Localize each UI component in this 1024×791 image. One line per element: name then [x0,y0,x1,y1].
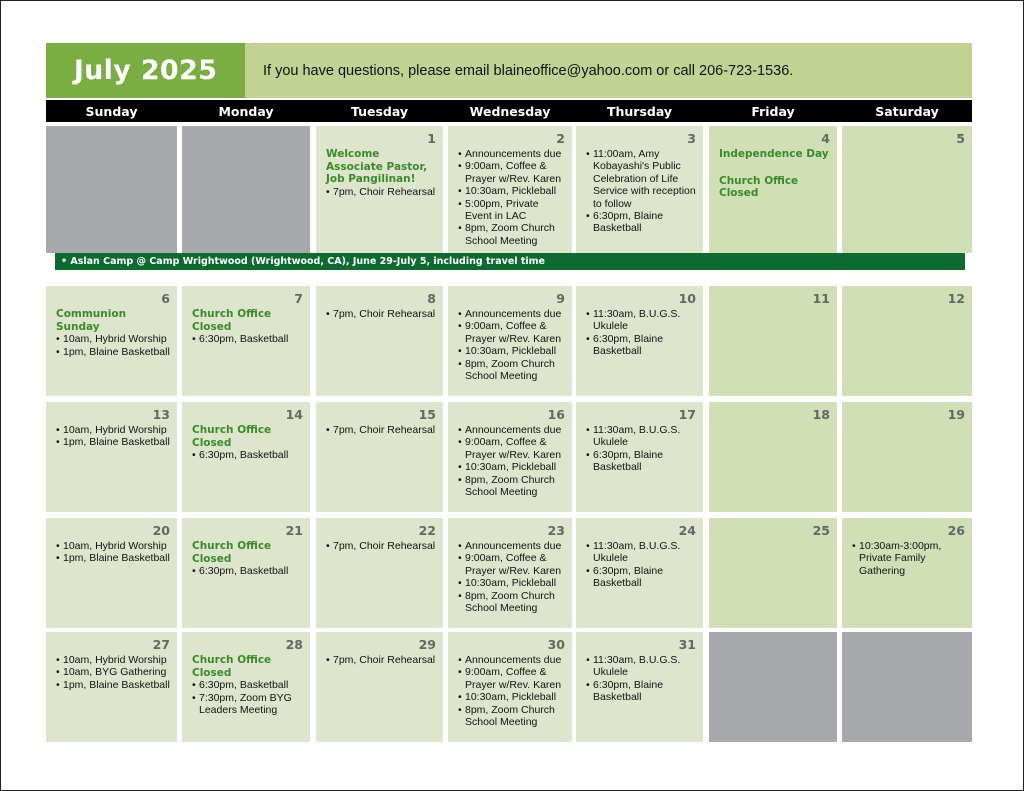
day-events [192,540,304,578]
calendar-day-cell [448,126,572,253]
day-number: 7 [294,291,303,306]
event-item: • 10am, Hybrid Worship [56,540,171,552]
event-item: • Announcements due [458,148,566,160]
calendar-cell-empty [709,632,837,742]
calendar-day-cell [842,518,972,628]
highlight-note: Church Office Closed [192,424,272,449]
day-number: 8 [427,291,436,306]
event-item: • 6:30pm, Blaine Basketball [586,565,697,590]
event-item: • 6:30pm, Basketball [192,333,304,345]
event-item: • 6:30pm, Basketball [192,449,304,461]
event-item: • 8pm, Zoom Church School Meeting [458,474,566,499]
calendar-day-cell [709,126,837,253]
day-number: 23 [547,523,565,538]
highlight-note: Welcome Associate Pastor, Job Pangilinan! [326,148,428,186]
day-events [56,540,171,565]
event-item: • 7pm, Choir Rehearsal [326,540,437,552]
day-events [192,424,304,462]
day-events [586,424,697,474]
calendar-day-cell [448,286,572,396]
event-item: • 8pm, Zoom Church School Meeting [458,222,566,247]
calendar-day-cell [182,518,310,628]
event-item: • 10am, Hybrid Worship [56,333,171,345]
weekday-label-wednesday: Wednesday [469,104,551,119]
calendar-day-cell [316,632,443,742]
event-item: • 10:30am, Pickleball [458,691,566,703]
day-number: 16 [547,407,565,422]
highlight-note: Church Office Closed [192,654,272,679]
day-number: 29 [418,637,436,652]
day-number: 11 [812,291,830,306]
day-number: 24 [678,523,696,538]
calendar-day-cell [46,402,177,512]
highlight-note: Church Office Closed [192,308,272,333]
day-number: 9 [556,291,565,306]
day-number: 21 [285,523,303,538]
calendar-day-cell [842,286,972,396]
event-item: • 10:30am, Pickleball [458,577,566,589]
day-number: 5 [956,131,965,146]
weekday-label-monday: Monday [218,104,274,119]
day-events [586,308,697,358]
calendar-day-cell [576,518,703,628]
day-number: 19 [947,407,965,422]
event-item: • 6:30pm, Basketball [192,565,304,577]
day-events [586,148,697,235]
day-events [458,148,566,247]
event-item: • 6:30pm, Basketball [192,679,304,691]
calendar-day-cell [448,632,572,742]
calendar-day-cell [842,402,972,512]
event-item: • 10am, Hybrid Worship [56,654,171,666]
event-item: • 10am, Hybrid Worship [56,424,171,436]
event-item: • 10:30am, Pickleball [458,345,566,357]
event-item: • 11:30am, B.U.G.S. Ukulele [586,424,697,449]
event-item: • 1pm, Blaine Basketball [56,679,171,691]
calendar-cell-empty [46,126,177,253]
day-events [586,654,697,704]
day-number: 28 [285,637,303,652]
day-number: 20 [152,523,170,538]
day-number: 31 [678,637,696,652]
day-number: 25 [812,523,830,538]
day-events [326,148,437,198]
event-item: • 5:00pm, Private Event in LAC [458,198,566,223]
day-number: 13 [152,407,170,422]
calendar-day-cell [842,126,972,253]
event-item: • 9:00am, Coffee & Prayer w/Rev. Karen [458,320,566,345]
day-number: 22 [418,523,436,538]
month-title: July 2025 [46,43,245,98]
event-item: • 10am, BYG Gathering [56,666,171,678]
day-events [852,540,966,577]
day-events [326,308,437,320]
calendar-cell-empty [182,126,310,253]
highlight-note: Communion Sunday [56,308,127,333]
day-events [326,654,437,666]
day-events [192,654,304,716]
calendar-day-cell [46,632,177,742]
day-events [56,654,171,691]
calendar-day-cell [316,126,443,253]
event-item: • 8pm, Zoom Church School Meeting [458,590,566,615]
highlight-note: Church Office Closed [719,174,799,200]
event-item: • Announcements due [458,654,566,666]
event-item: • 6:30pm, Blaine Basketball [586,333,697,358]
day-events [458,424,566,498]
event-item: • 7pm, Choir Rehearsal [326,654,437,666]
day-events [326,540,437,552]
event-item: • Announcements due [458,540,566,552]
calendar-day-cell [182,402,310,512]
event-item: • 6:30pm, Blaine Basketball [586,449,697,474]
weekday-label-saturday: Saturday [875,104,939,119]
calendar-day-cell [576,286,703,396]
calendar-day-cell [709,402,837,512]
calendar-day-cell [576,632,703,742]
event-item: • 11:30am, B.U.G.S. Ukulele [586,308,697,333]
highlight-note: Independence Day [719,148,829,160]
day-events [56,424,171,449]
calendar-header [46,43,972,98]
highlight-note: Church Office Closed [192,540,272,565]
day-number: 12 [947,291,965,306]
day-number: 3 [687,131,696,146]
day-events [326,424,437,436]
event-item: • Announcements due [458,308,566,320]
event-item: • 9:00am, Coffee & Prayer w/Rev. Karen [458,160,566,185]
event-item: • 10:30am-3:00pm, Private Family Gathering [852,540,966,577]
day-number: 18 [812,407,830,422]
calendar-day-cell [182,632,310,742]
event-item: • 6:30pm, Blaine Basketball [586,210,697,235]
day-number: 6 [161,291,170,306]
day-events [719,148,831,200]
weekday-label-sunday: Sunday [85,104,138,119]
event-item: • 8pm, Zoom Church School Meeting [458,704,566,729]
event-item: • 9:00am, Coffee & Prayer w/Rev. Karen [458,436,566,461]
calendar-day-cell [448,518,572,628]
event-item: • 11:30am, B.U.G.S. Ukulele [586,654,697,679]
event-item: • 7pm, Choir Rehearsal [326,308,437,320]
calendar-day-cell [46,286,177,396]
event-item: • 6:30pm, Blaine Basketball [586,679,697,704]
calendar-day-cell [709,286,837,396]
weekday-label-thursday: Thursday [606,104,673,119]
weekday-label-tuesday: Tuesday [350,104,409,119]
event-item: • 1pm, Blaine Basketball [56,436,171,448]
calendar-day-cell [576,126,703,253]
weekday-label-friday: Friday [751,104,795,119]
event-item: • 9:00am, Coffee & Prayer w/Rev. Karen [458,666,566,691]
calendar-day-cell [316,286,443,396]
day-number: 15 [418,407,436,422]
calendar-day-cell [448,402,572,512]
multi-day-event-banner: • Aslan Camp @ Camp Wrightwood (Wrightwood, CA), June 29-July 5, including travel time [55,253,965,270]
weekday-header-bar [46,100,972,122]
event-item: • 7pm, Choir Rehearsal [326,186,437,198]
event-item: • 10:30am, Pickleball [458,461,566,473]
day-number: 17 [678,407,696,422]
day-number: 4 [821,131,830,146]
event-item: • 7:30pm, Zoom BYG Leaders Meeting [192,692,304,717]
event-item: • 9:00am, Coffee & Prayer w/Rev. Karen [458,552,566,577]
event-item: • 11:30am, B.U.G.S. Ukulele [586,540,697,565]
event-item: • 1pm, Blaine Basketball [56,346,171,358]
day-events [56,308,171,358]
event-item: • 10:30am, Pickleball [458,185,566,197]
day-number: 2 [556,131,565,146]
event-item: • Announcements due [458,424,566,436]
event-item: • 11:00am, Amy Kobayashi's Public Celebration of Life Service with reception to follow [586,148,697,210]
calendar-cell-empty [842,632,972,742]
day-number: 1 [427,131,436,146]
calendar-day-cell [316,518,443,628]
day-events [586,540,697,590]
day-number: 30 [547,637,565,652]
calendar-day-cell [576,402,703,512]
calendar-day-cell [46,518,177,628]
calendar-day-cell [709,518,837,628]
event-item: • 8pm, Zoom Church School Meeting [458,358,566,383]
day-events [458,540,566,614]
day-number: 10 [678,291,696,306]
day-number: 26 [947,523,965,538]
day-events [192,308,304,346]
event-item: • 1pm, Blaine Basketball [56,552,171,564]
day-events [458,308,566,382]
contact-info: If you have questions, please email blaineoffice@yahoo.com or call 206-723-1536. [263,62,794,79]
day-number: 27 [152,637,170,652]
day-events [458,654,566,728]
calendar-day-cell [316,402,443,512]
calendar-day-cell [182,286,310,396]
event-item: • 7pm, Choir Rehearsal [326,424,437,436]
day-number: 14 [285,407,303,422]
